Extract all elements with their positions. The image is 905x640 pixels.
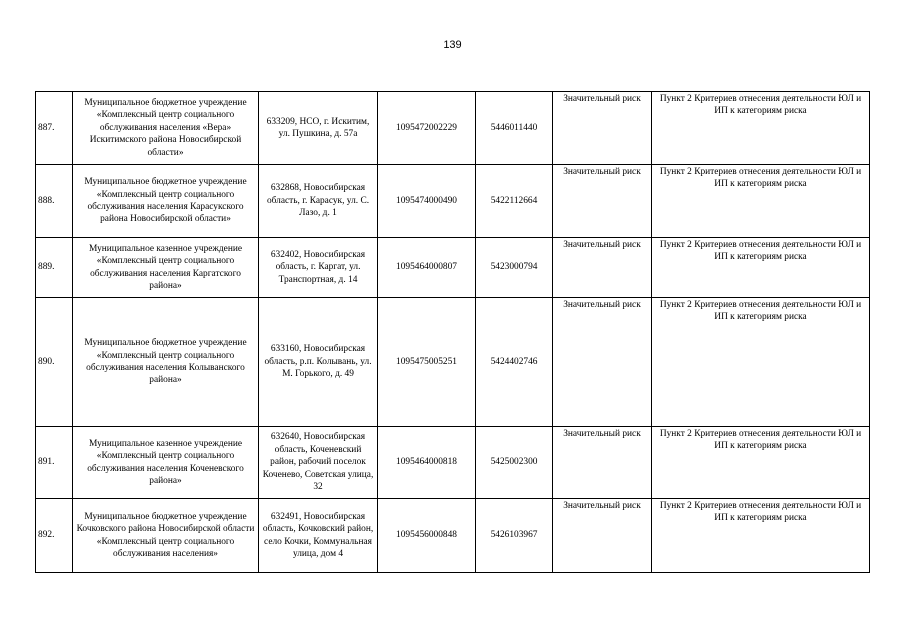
table-row [36, 165, 870, 238]
risk-criteria: Пункт 2 Критериев отнесения деятельности ЮЛ и ИП к категориям риска [652, 238, 870, 298]
organization-address: 632868, Новосибирская область, г. Карасук, ул. С. Лазо, д. 1 [259, 165, 378, 238]
risk-criteria: Пункт 2 Критериев отнесения деятельности ЮЛ и ИП к категориям риска [652, 298, 870, 427]
organization-name: Муниципальное бюджетное учреждение Кочковского района Новосибирской области «Комплексный центр социального обслуживания населения» [73, 499, 259, 573]
ogrn-value: 1095456000848 [378, 499, 476, 573]
ogrn-value: 1095464000807 [378, 238, 476, 298]
row-number: 888. [36, 165, 73, 238]
risk-criteria: Пункт 2 Критериев отнесения деятельности ЮЛ и ИП к категориям риска [652, 499, 870, 573]
risk-category: Значительный риск [553, 165, 652, 238]
organization-name: Муниципальное бюджетное учреждение «Комплексный центр социального обслуживания населения «Вера» Искитимского района Новосибирской области» [73, 92, 259, 165]
row-number: 887. [36, 92, 73, 165]
inn-value: 5446011440 [476, 92, 553, 165]
risk-criteria: Пункт 2 Критериев отнесения деятельности ЮЛ и ИП к категориям риска [652, 92, 870, 165]
row-number: 889. [36, 238, 73, 298]
inn-value: 5426103967 [476, 499, 553, 573]
row-number: 890. [36, 298, 73, 427]
risk-category: Значительный риск [553, 499, 652, 573]
organization-address: 632640, Новосибирская область, Коченевский район, рабочий поселок Коченево, Советская улица, 32 [259, 427, 378, 499]
inn-value: 5424402746 [476, 298, 553, 427]
row-number: 892. [36, 499, 73, 573]
table-row [36, 238, 870, 298]
risk-criteria: Пункт 2 Критериев отнесения деятельности ЮЛ и ИП к категориям риска [652, 165, 870, 238]
ogrn-value: 1095464000818 [378, 427, 476, 499]
risk-category: Значительный риск [553, 238, 652, 298]
organization-name: Муниципальное казенное учреждение «Комплексный центр социального обслуживания населения Коченевского района» [73, 427, 259, 499]
organization-name: Муниципальное бюджетное учреждение «Комплексный центр социального обслуживания населения Колыванского района» [73, 298, 259, 427]
organization-address: 632402, Новосибирская область, г. Каргат, ул. Транспортная, д. 14 [259, 238, 378, 298]
ogrn-value: 1095472002229 [378, 92, 476, 165]
table-row [36, 427, 870, 499]
page-number: 139 [443, 39, 462, 51]
risk-category: Значительный риск [553, 92, 652, 165]
table-row [36, 92, 870, 165]
table-row [36, 499, 870, 573]
table-row [36, 298, 870, 427]
ogrn-value: 1095475005251 [378, 298, 476, 427]
risk-criteria: Пункт 2 Критериев отнесения деятельности ЮЛ и ИП к категориям риска [652, 427, 870, 499]
inn-value: 5422112664 [476, 165, 553, 238]
organization-address: 633209, НСО, г. Искитим, ул. Пушкина, д. 57а [259, 92, 378, 165]
registry-table [35, 91, 870, 573]
organization-name: Муниципальное казенное учреждение «Комплексный центр социального обслуживания населения Каргатского района» [73, 238, 259, 298]
row-number: 891. [36, 427, 73, 499]
ogrn-value: 1095474000490 [378, 165, 476, 238]
risk-category: Значительный риск [553, 427, 652, 499]
organization-address: 633160, Новосибирская область, р.п. Колывань, ул. М. Горького, д. 49 [259, 298, 378, 427]
organization-address: 632491, Новосибирская область, Кочковский район, село Кочки, Коммунальная улица, дом 4 [259, 499, 378, 573]
inn-value: 5423000794 [476, 238, 553, 298]
risk-category: Значительный риск [553, 298, 652, 427]
organization-name: Муниципальное бюджетное учреждение «Комплексный центр социального обслуживания населения Карасукского района Новосибирской области» [73, 165, 259, 238]
inn-value: 5425002300 [476, 427, 553, 499]
